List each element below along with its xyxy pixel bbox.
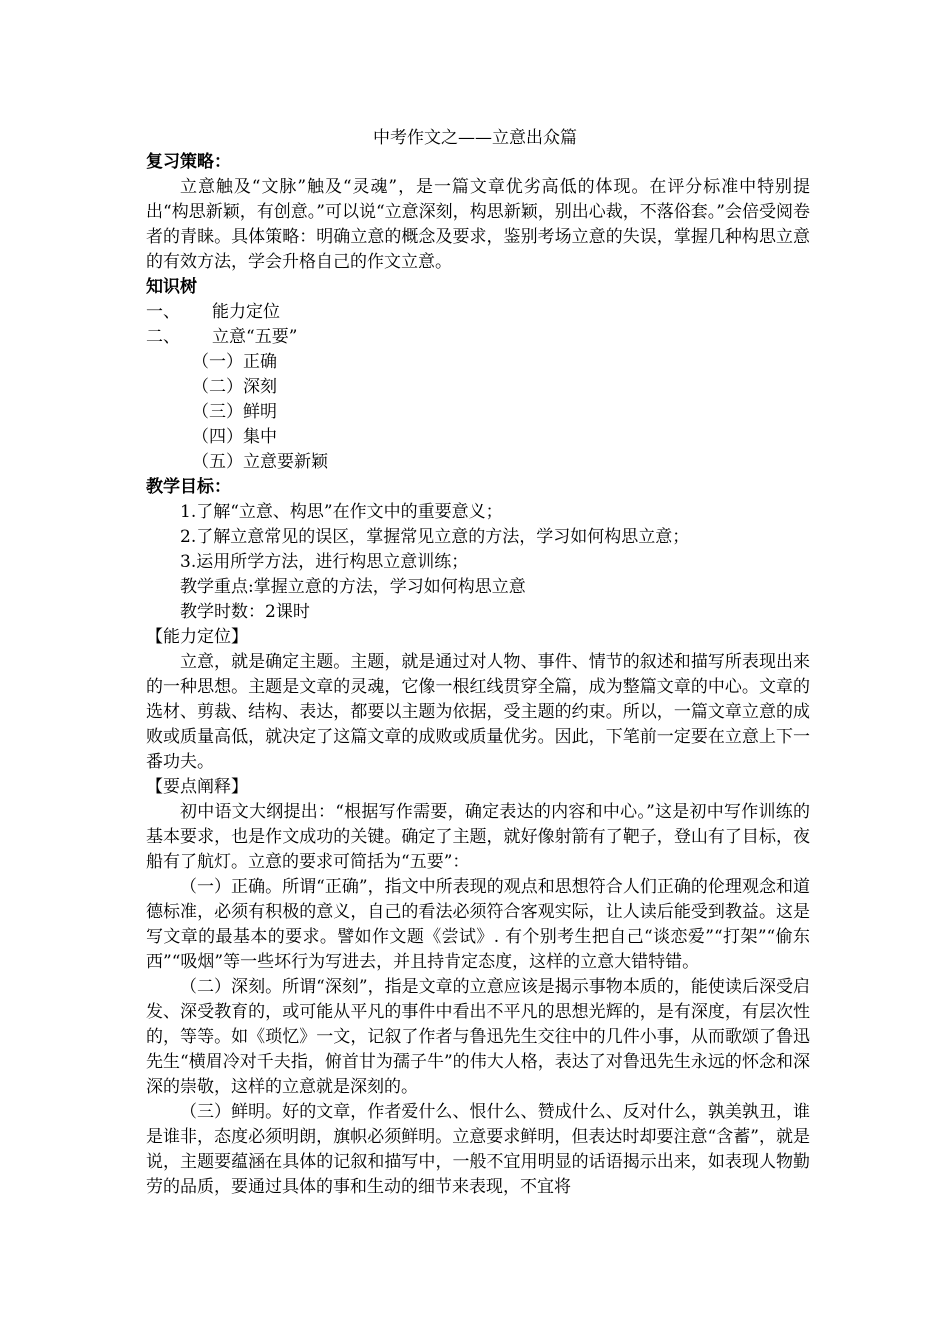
points-paragraph: 初中语文大纲提出：“根据写作需要，确定表达的内容和中心。”这是初中写作训练的基本要求，也是作文成功的关键。确定了主题，就好像射箭有了靶子，登山有了目标，夜船有了航灯。立意的要求可简括为“五要”： <box>146 802 810 872</box>
points-paragraph-profound: （二）深刻。所谓“深刻”，指是文章的立意应该是揭示事物本质的，能使读后深受启发、深受教育的，或可能从平凡的事件中看出不平凡的思想光辉的，是有深度，有层次性的，等等。如《琐忆》一文，记叙了作者与鲁迅先生交往中的几件小事，从而歌颂了鲁迅先生“横眉冷对千夫指，俯首甘为孺子牛”的伟大人格，表达了对鲁迅先生永远的怀念和深深的崇敬，这样的立意就是深刻的。 <box>146 977 810 1097</box>
tree-item-number: 一、 <box>146 302 180 322</box>
tree-item-label: 立意“五要” <box>212 327 298 347</box>
review-heading: 复习策略： <box>146 152 231 172</box>
tree-subitem: （一）正确 <box>192 352 277 372</box>
teaching-focus: 教学重点:掌握立意的方法，学习如何构思立意 <box>180 577 526 597</box>
tree-item-number: 二、 <box>146 327 180 347</box>
goal-item: 3.运用所学方法，进行构思立意训练； <box>180 552 469 572</box>
document-body <box>146 150 810 1200</box>
points-paragraph-distinct: （三）鲜明。好的文章，作者爱什么、恨什么、赞成什么、反对什么，孰美孰丑，谁是谁非，态度必须明朗，旗帜必须鲜明。立意要求鲜明，但表达时却要注意“含蓄”，就是说，主题要蕴涵在具体的记叙和描写中，一般不宜用明显的话语揭示出来，如表现人物勤劳的品质，要通过具体的事和生动的细节来表现，不宜将 <box>146 1102 810 1197</box>
ability-heading: 【能力定位】 <box>146 627 248 647</box>
tree-subitem: （四）集中 <box>192 427 277 447</box>
tree-item <box>146 300 810 325</box>
goal-item: 1.了解“立意、构思”在作文中的重要意义； <box>180 502 503 522</box>
tree-subitem: （二）深刻 <box>192 377 277 397</box>
tree-subitem: （三）鲜明 <box>192 402 277 422</box>
tree-heading: 知识树 <box>146 277 197 297</box>
ability-paragraph: 立意，就是确定主题。主题，就是通过对人物、事件、情节的叙述和描写所表现出来的一种思想。主题是文章的灵魂，它像一根红线贯穿全篇，成为整篇文章的中心。文章的选材、剪裁、结构、表达，都要以主题为依据，受主题的约束。所以，一篇文章立意的成败或质量高低，就决定了这篇文章的成败或质量优劣。因此，下笔前一定要在立意上下一番功夫。 <box>146 652 810 772</box>
tree-item-label: 能力定位 <box>212 302 280 322</box>
review-paragraph: 立意触及“文脉”触及“灵魂”，是一篇文章优劣高低的体现。在评分标准中特别提出“构思新颖，有创意。”可以说“立意深刻，构思新颖，别出心裁，不落俗套。”会倍受阅卷者的青睐。具体策略：明确立意的概念及要求，鉴别考场立意的失误，掌握几种构思立意的有效方法，学会升格自己的作文立意。 <box>146 177 810 272</box>
goals-heading: 教学目标： <box>146 477 231 497</box>
tree-subitem: （五）立意要新颖 <box>192 452 328 472</box>
document-title: 中考作文之——立意出众篇 <box>373 128 577 148</box>
points-heading: 【要点阐释】 <box>146 777 248 797</box>
points-paragraph-correct: （一）正确。所谓“正确”，指文中所表现的观点和思想符合人们正确的伦理观念和道德标准，必须有积极的意义，自己的看法必须符合客观实际，让人读后能受到教益。这是写文章的最基本的要求。譬如作文题《尝试》. 有个别考生把自己“谈恋爱”“打架”“偷东西”“吸烟”等一些坏行为写进去，并且持肯定态度，这样的立意大错特错。 <box>146 877 810 972</box>
goal-item: 2.了解立意常见的误区，掌握常见立意的方法，学习如何构思立意； <box>180 527 690 547</box>
tree-item <box>146 325 810 350</box>
teaching-hours: 教学时数：2课时 <box>180 602 310 622</box>
